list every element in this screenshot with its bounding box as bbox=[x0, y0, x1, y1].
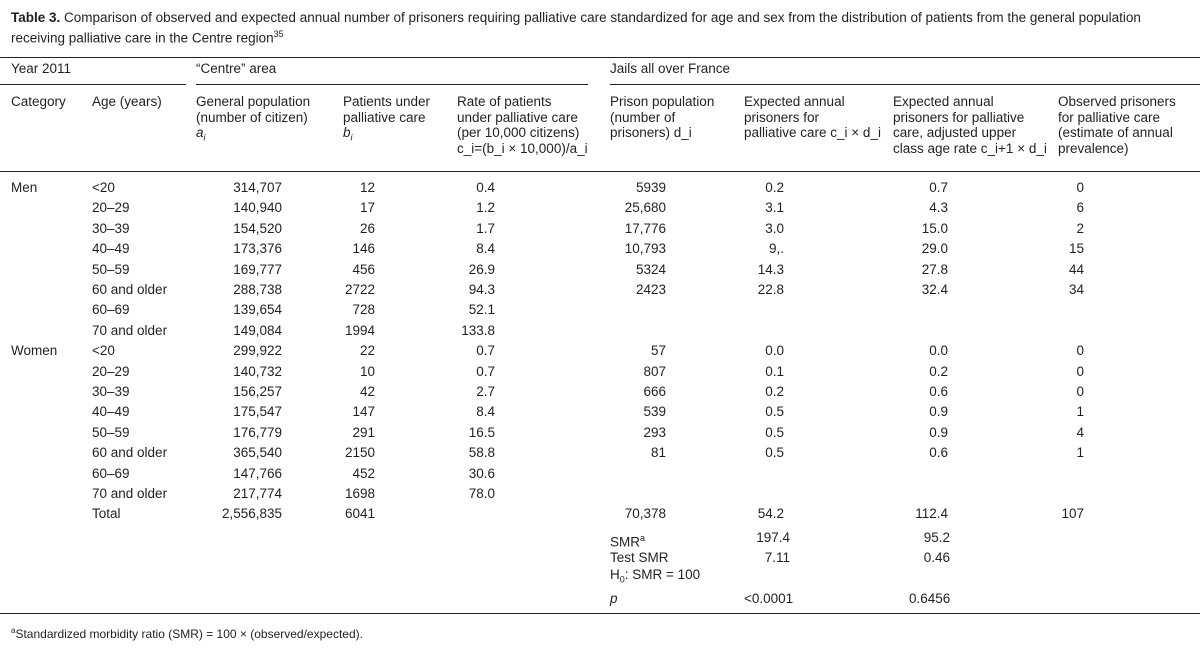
cell-rate: 0.4 bbox=[476, 180, 495, 195]
cell-prison-population: 10,793 bbox=[624, 241, 666, 257]
cell-rate: 16.5 bbox=[468, 424, 495, 440]
cell-expected-adjusted: 0.6 bbox=[929, 445, 948, 461]
header-exp-line2: prisoners for bbox=[744, 109, 820, 125]
cell-category: Women bbox=[11, 343, 58, 359]
cell-age: 70 and older bbox=[92, 486, 168, 501]
cell-expected-adjusted: 0.9 bbox=[929, 424, 948, 440]
cell-rate: 8.4 bbox=[476, 241, 495, 257]
cell-expected: 22.8 bbox=[757, 282, 784, 297]
test-smr-adjusted: 0.46 bbox=[923, 550, 950, 565]
cell-expected: 0.0 bbox=[765, 343, 784, 359]
header-rate bbox=[457, 94, 588, 156]
cell-general-population: 149,084 bbox=[233, 322, 282, 338]
cell-expected: 0.5 bbox=[765, 445, 784, 461]
cell-rate: 26.9 bbox=[468, 261, 495, 277]
header-adj-line1: Expected annual bbox=[893, 94, 994, 109]
cell-rate: 0.7 bbox=[476, 363, 495, 379]
cell-palliative-patients: 452 bbox=[352, 465, 375, 481]
cell-observed: 1 bbox=[1076, 445, 1084, 461]
header-expected-adjusted bbox=[893, 94, 1047, 156]
cell-observed: 15 bbox=[1068, 241, 1084, 257]
cell-expected: 0.2 bbox=[765, 384, 784, 399]
header-genpop-sub: i bbox=[203, 132, 206, 143]
header-prison-line1: Prison population bbox=[610, 94, 715, 109]
cell-expected: 3.1 bbox=[765, 200, 784, 216]
header-age: Age (years) bbox=[92, 94, 162, 109]
cell-observed: 0 bbox=[1076, 363, 1084, 379]
header-prison-line3: prisoners) d_i bbox=[610, 125, 692, 140]
cell-general-population: 288,738 bbox=[233, 282, 282, 297]
caption-reference: 35 bbox=[273, 29, 284, 39]
cell-expected-adjusted: 4.3 bbox=[929, 200, 948, 216]
cell-prison-population: 2423 bbox=[635, 282, 666, 297]
cell-age: Total bbox=[92, 506, 121, 522]
footnote-text: Standardized morbidity ratio (SMR) = 100 × (observed/expected). bbox=[15, 627, 363, 641]
cell-observed: 4 bbox=[1076, 424, 1084, 440]
cell-general-population: 156,257 bbox=[233, 384, 282, 399]
cell-rate: 2.7 bbox=[476, 384, 495, 399]
cell-palliative-patients: 17 bbox=[359, 200, 375, 216]
header-expected bbox=[744, 94, 881, 141]
header-general-population bbox=[196, 94, 310, 146]
header-adj-line4: class age rate c_i+1 × d_i bbox=[893, 140, 1047, 156]
cell-expected-adjusted: 0.6 bbox=[929, 384, 948, 399]
test-smr-expected: 7.11 bbox=[764, 550, 790, 565]
cell-observed: 1 bbox=[1076, 404, 1084, 420]
p-label bbox=[610, 591, 618, 607]
cell-general-population: 2,556,835 bbox=[221, 506, 282, 522]
cell-general-population: 173,376 bbox=[233, 241, 282, 257]
header-adj-line3: care, adjusted upper bbox=[893, 125, 1017, 140]
header-rate-line2: under palliative care bbox=[457, 109, 578, 125]
cell-general-population: 176,779 bbox=[233, 424, 282, 440]
header-pal-line2: palliative care bbox=[343, 109, 426, 125]
cell-palliative-patients: 42 bbox=[359, 384, 375, 399]
cell-age: 60 and older bbox=[92, 445, 168, 461]
cell-expected-adjusted: 0.9 bbox=[929, 404, 948, 420]
cell-palliative-patients: 26 bbox=[359, 220, 375, 236]
cell-prison-population: 666 bbox=[643, 384, 666, 399]
header-rate-formula: c_i=(b_i × 10,000)/a_i bbox=[457, 140, 588, 156]
test-smr-label: Test SMR bbox=[610, 550, 669, 565]
cell-palliative-patients: 22 bbox=[359, 343, 375, 359]
cell-expected-adjusted: 32.4 bbox=[921, 282, 948, 297]
cell-palliative-patients: 146 bbox=[352, 241, 375, 257]
cell-age: 50–59 bbox=[92, 424, 130, 440]
cell-rate: 0.7 bbox=[476, 343, 495, 359]
cell-palliative-patients: 2722 bbox=[344, 282, 375, 297]
header-genpop-var: a bbox=[196, 125, 204, 140]
cell-expected-adjusted: 15.0 bbox=[921, 220, 948, 236]
header-rate-line3: (per 10,000 citizens) bbox=[457, 125, 580, 140]
cell-prison-population: 70,378 bbox=[624, 506, 666, 522]
cell-age: <20 bbox=[92, 180, 115, 195]
caption-label: Table 3. bbox=[11, 10, 61, 25]
group-jails: Jails all over France bbox=[610, 61, 731, 76]
cell-age: 20–29 bbox=[92, 200, 130, 216]
cell-expected: 3.0 bbox=[765, 220, 784, 236]
group-rule-centre bbox=[196, 84, 588, 85]
cell-general-population: 147,766 bbox=[233, 465, 282, 481]
smr-label bbox=[610, 530, 645, 551]
bottom-rule bbox=[0, 613, 1200, 614]
cell-observed: 44 bbox=[1068, 261, 1084, 277]
header-exp-line1: Expected annual bbox=[744, 94, 845, 109]
cell-observed: 107 bbox=[1061, 506, 1084, 522]
cell-palliative-patients: 456 bbox=[352, 261, 375, 277]
cell-prison-population: 25,680 bbox=[624, 200, 666, 216]
cell-age: 30–39 bbox=[92, 220, 130, 236]
h0-sub: 0 bbox=[619, 574, 625, 585]
header-exp-line3: palliative care c_i × d_i bbox=[744, 125, 881, 140]
footnote bbox=[11, 626, 363, 641]
cell-expected: 14.3 bbox=[757, 261, 784, 277]
cell-prison-population: 807 bbox=[643, 363, 666, 379]
cell-rate: 94.3 bbox=[468, 282, 495, 297]
header-obs-line2: for palliative care bbox=[1058, 109, 1161, 125]
p-letter: p bbox=[610, 591, 618, 606]
cell-category: Men bbox=[11, 180, 38, 195]
cell-palliative-patients: 10 bbox=[359, 363, 375, 379]
cell-rate: 52.1 bbox=[468, 302, 495, 318]
cell-rate: 8.4 bbox=[476, 404, 495, 420]
header-genpop-line1: General population bbox=[196, 94, 311, 109]
cell-observed: 0 bbox=[1076, 180, 1084, 195]
header-rule bbox=[0, 171, 1200, 172]
cell-rate: 133.8 bbox=[461, 322, 495, 338]
cell-expected-adjusted: 27.8 bbox=[921, 261, 948, 277]
cell-expected: 9,. bbox=[768, 241, 784, 257]
header-palliative-patients bbox=[343, 94, 430, 146]
cell-prison-population: 57 bbox=[650, 343, 666, 359]
cell-general-population: 140,940 bbox=[233, 200, 282, 216]
cell-expected-adjusted: 0.0 bbox=[929, 343, 948, 359]
header-prison-line2: (number of bbox=[610, 109, 676, 125]
cell-age: 70 and older bbox=[92, 322, 168, 338]
p-adjusted: 0.6456 bbox=[909, 591, 951, 606]
cell-prison-population: 293 bbox=[643, 424, 666, 440]
cell-expected: 0.1 bbox=[765, 363, 784, 379]
cell-observed: 34 bbox=[1068, 282, 1084, 297]
smr-adjusted: 95.2 bbox=[923, 530, 950, 545]
cell-palliative-patients: 6041 bbox=[344, 506, 375, 522]
header-prison-population bbox=[610, 94, 714, 141]
cell-general-population: 175,547 bbox=[233, 404, 282, 420]
header-pal-var: b bbox=[343, 125, 351, 140]
footnote-sup: a bbox=[11, 626, 16, 635]
header-genpop-line2: (number of citizen) bbox=[196, 109, 308, 125]
cell-palliative-patients: 728 bbox=[352, 302, 375, 318]
cell-observed: 0 bbox=[1076, 384, 1084, 399]
cell-age: 60 and older bbox=[92, 282, 168, 297]
h0-label bbox=[610, 567, 700, 588]
cell-prison-population: 5939 bbox=[635, 180, 666, 195]
cell-palliative-patients: 1698 bbox=[344, 486, 375, 501]
cell-age: 40–49 bbox=[92, 241, 130, 257]
p-expected: <0.0001 bbox=[744, 591, 794, 606]
header-observed bbox=[1058, 94, 1176, 156]
header-pal-sub: i bbox=[350, 132, 353, 143]
cell-expected: 54.2 bbox=[757, 506, 784, 522]
cell-general-population: 217,774 bbox=[233, 486, 282, 501]
cell-age: 20–29 bbox=[92, 363, 130, 379]
header-rate-line1: Rate of patients bbox=[457, 94, 552, 109]
cell-palliative-patients: 147 bbox=[352, 404, 375, 420]
cell-age: 60–69 bbox=[92, 465, 130, 481]
top-rule bbox=[0, 57, 1200, 58]
cell-palliative-patients: 291 bbox=[352, 424, 375, 440]
cell-rate: 78.0 bbox=[468, 486, 495, 501]
cell-expected-adjusted: 112.4 bbox=[915, 506, 948, 522]
group-centre: “Centre” area bbox=[196, 61, 277, 76]
smr-expected: 197.4 bbox=[756, 530, 790, 545]
cell-rate: 1.2 bbox=[476, 200, 495, 216]
header-category: Category bbox=[11, 94, 66, 109]
cell-prison-population: 81 bbox=[650, 445, 666, 461]
cell-age: 60–69 bbox=[92, 302, 130, 318]
cell-rate: 58.8 bbox=[468, 445, 495, 461]
h0-rest: : SMR = 100 bbox=[624, 567, 701, 582]
header-obs-line1: Observed prisoners bbox=[1058, 94, 1176, 109]
cell-expected: 0.2 bbox=[765, 180, 784, 195]
table-caption bbox=[11, 9, 1191, 47]
cell-age: 40–49 bbox=[92, 404, 130, 420]
header-pal-line1: Patients under bbox=[343, 94, 431, 109]
cell-rate: 30.6 bbox=[468, 465, 495, 481]
header-obs-line3: (estimate of annual bbox=[1058, 125, 1173, 140]
cell-prison-population: 17,776 bbox=[624, 220, 666, 236]
h0-letter: H bbox=[610, 567, 620, 582]
header-obs-line4: prevalence) bbox=[1058, 140, 1129, 156]
group-rule-year bbox=[0, 84, 186, 85]
header-adj-line2: prisoners for palliative bbox=[893, 109, 1025, 125]
cell-general-population: 169,777 bbox=[233, 261, 282, 277]
cell-general-population: 314,707 bbox=[233, 180, 282, 195]
group-year: Year 2011 bbox=[11, 61, 72, 76]
cell-general-population: 299,922 bbox=[233, 343, 282, 359]
smr-label-sup: a bbox=[640, 533, 646, 543]
caption-text: Comparison of observed and expected annual number of prisoners requiring palliative care standardized for age and sex from the distribution of patients from the general population receiving palliative care in the Centre region bbox=[11, 10, 1141, 46]
cell-observed: 2 bbox=[1076, 220, 1084, 236]
cell-age: 30–39 bbox=[92, 384, 130, 399]
cell-age: 50–59 bbox=[92, 261, 130, 277]
cell-general-population: 154,520 bbox=[233, 220, 282, 236]
cell-expected-adjusted: 0.7 bbox=[929, 180, 948, 195]
cell-expected: 0.5 bbox=[765, 424, 784, 440]
cell-expected-adjusted: 0.2 bbox=[929, 363, 948, 379]
cell-observed: 6 bbox=[1076, 200, 1084, 216]
cell-expected: 0.5 bbox=[765, 404, 784, 420]
cell-palliative-patients: 12 bbox=[359, 180, 375, 195]
cell-expected-adjusted: 29.0 bbox=[921, 241, 948, 257]
cell-prison-population: 539 bbox=[643, 404, 666, 420]
cell-general-population: 140,732 bbox=[233, 363, 282, 379]
smr-label-text: SMR bbox=[610, 534, 640, 550]
cell-general-population: 365,540 bbox=[233, 445, 282, 461]
cell-observed: 0 bbox=[1076, 343, 1084, 359]
cell-rate: 1.7 bbox=[476, 220, 495, 236]
cell-age: <20 bbox=[92, 343, 115, 359]
cell-prison-population: 5324 bbox=[635, 261, 666, 277]
cell-palliative-patients: 2150 bbox=[344, 445, 375, 461]
cell-palliative-patients: 1994 bbox=[344, 322, 375, 338]
group-rule-jails bbox=[610, 84, 1200, 85]
cell-general-population: 139,654 bbox=[233, 302, 282, 318]
